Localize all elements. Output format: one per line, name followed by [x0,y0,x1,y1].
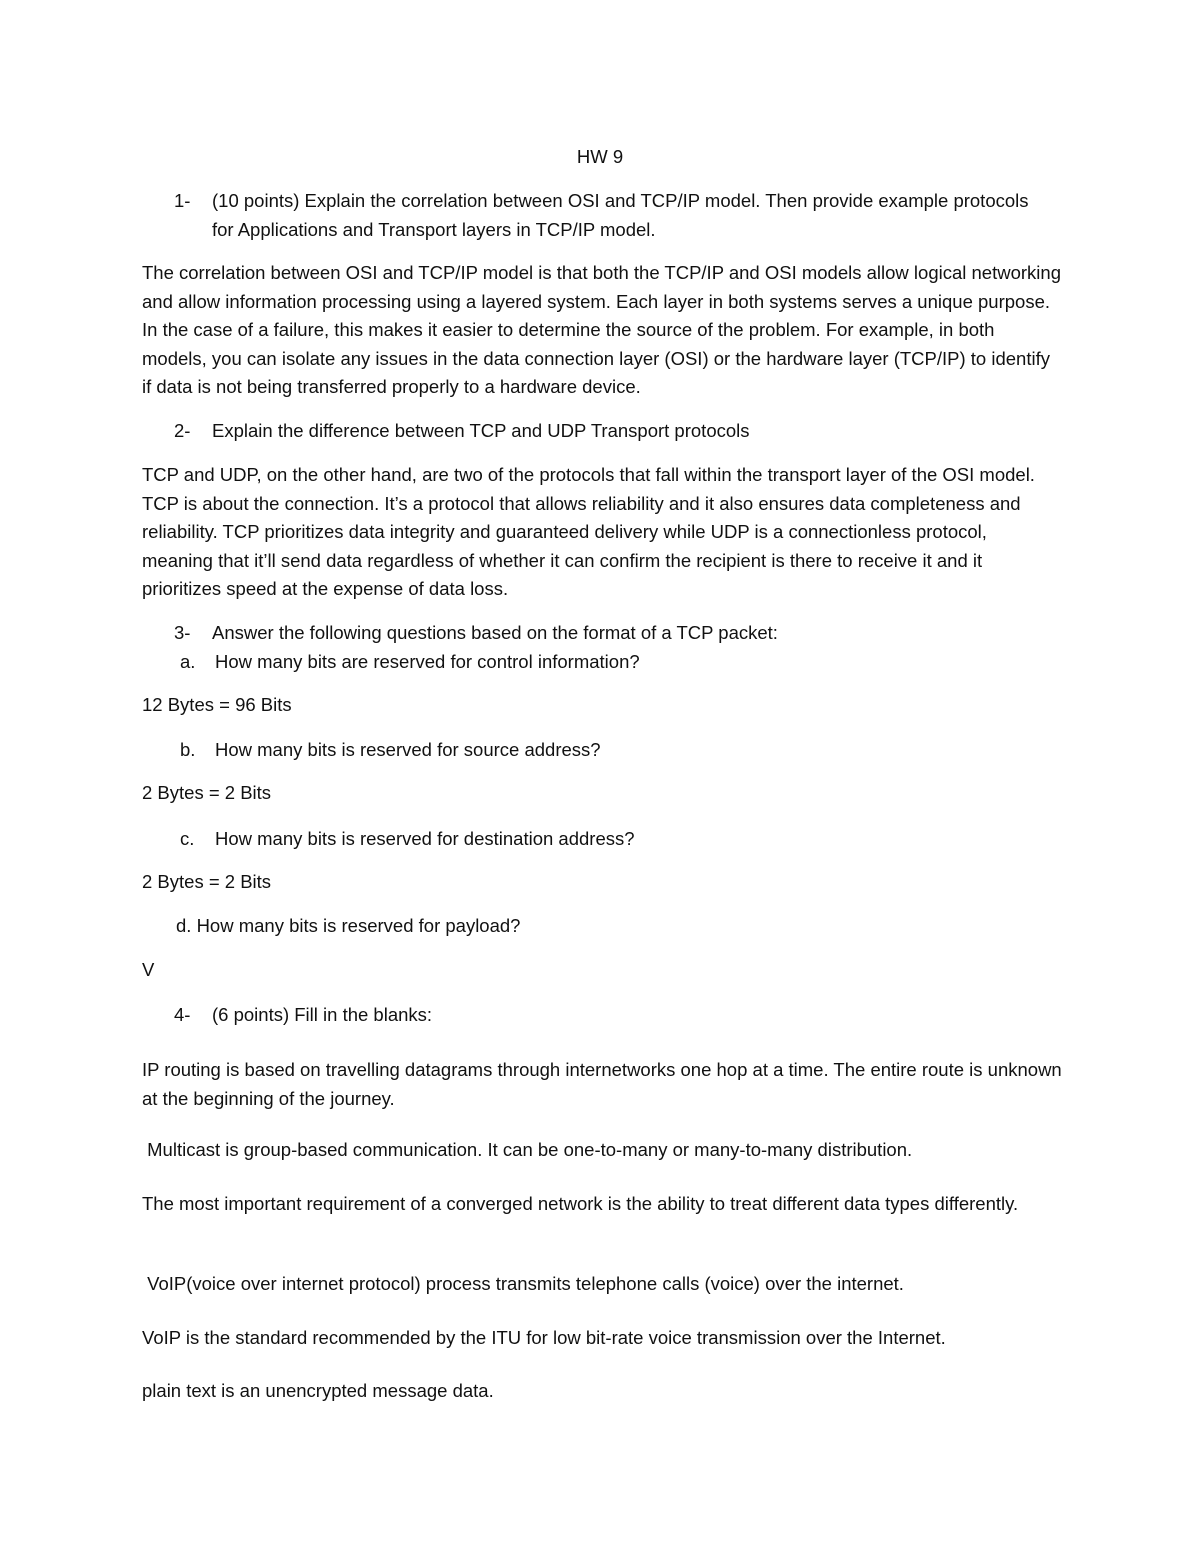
question-3a-text: How many bits are reserved for control information? [215,651,640,672]
blank-answer-4: VoIP(voice over internet protocol) process transmits telephone calls (voice) over the internet. [142,1273,904,1294]
question-3 [174,619,1054,648]
question-4-number: 4- [174,1004,191,1025]
question-3-text: Answer the following questions based on the format of a TCP packet: [212,622,778,643]
question-3d: d. How many bits is reserved for payload? [176,915,521,936]
question-4-text: (6 points) Fill in the blanks: [212,1004,433,1025]
question-3-number: 3- [174,622,191,643]
question-3c-text: How many bits is reserved for destination address? [215,828,635,849]
blank-answer-5: VoIP is the standard recommended by the ITU for low bit-rate voice transmission over the Internet. [142,1327,946,1348]
question-3b [180,736,880,765]
blank-answer-3: The most important requirement of a converged network is the ability to treat different data types differently. [142,1193,1019,1214]
question-1-number: 1- [174,190,191,211]
blank-answer-6: plain text is an unencrypted message data. [142,1380,494,1401]
blank-answer-2: Multicast is group-based communication. It can be one-to-many or many-to-many distribution. [142,1139,913,1160]
question-1 [174,187,1054,244]
answer-1: The correlation between OSI and TCP/IP model is that both the TCP/IP and OSI models allow logical networking and allow information processing using a layered system. Each layer in both systems serves a unique purpose. In the case of a failure, this makes it easier to determine the source of the problem. For example, in both models, you can isolate any issues in the data connection layer (OSI) or the hardware layer (TCP/IP) to identify if data is not being transferred properly to a hardware device. [142,262,1061,397]
question-3c-label: c. [180,828,195,849]
question-2 [174,417,1054,446]
blank-answer-1: IP routing is based on travelling datagrams through internetworks one hop at a time. The entire route is unknown at the beginning of the journey. [142,1059,1062,1109]
question-3c [180,825,880,854]
document-title: HW 9 [576,146,624,167]
question-3a-label: a. [180,651,196,672]
answer-3c: 2 Bytes = 2 Bits [142,871,272,892]
answer-3d: V [142,959,155,980]
question-3b-label: b. [180,739,196,760]
answer-2: TCP and UDP, on the other hand, are two of the protocols that fall within the transport layer of the OSI model. TCP is about the connection. It’s a protocol that allows reliability and it also ensures data completeness and reliability. TCP prioritizes data integrity and guaranteed delivery while UDP is a connectionless protocol, meaning that it’ll send data regardless of whether it can confirm the recipient is there to receive it and it prioritizes speed at the expense of data loss. [142,464,1035,599]
question-2-number: 2- [174,420,191,441]
question-3a [180,648,880,677]
question-2-text: Explain the difference between TCP and UDP Transport protocols [212,420,750,441]
question-1-text: (10 points) Explain the correlation between OSI and TCP/IP model. Then provide example protocols for Applications and Transport layers in TCP/IP model. [212,190,1029,240]
answer-3b: 2 Bytes = 2 Bits [142,782,272,803]
answer-3a: 12 Bytes = 96 Bits [142,694,292,715]
question-3b-text: How many bits is reserved for source address? [215,739,601,760]
question-4 [174,1001,1054,1030]
